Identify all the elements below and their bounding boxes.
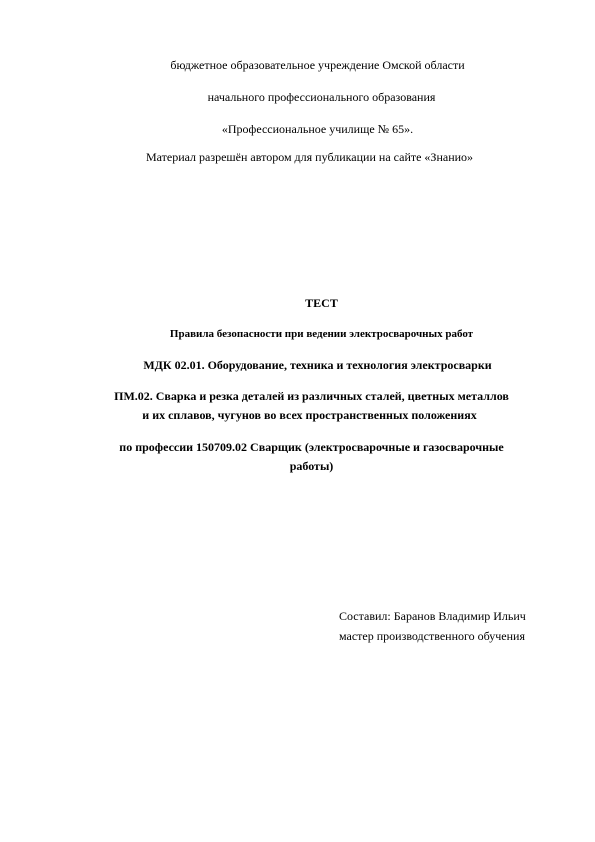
institution-line-2: начального профессионального образования [207, 90, 436, 104]
profession-line-2: работы) [289, 459, 334, 473]
author-name: Составил: Баранов Владимир Ильич [339, 609, 526, 623]
institution-line-1: бюджетное образовательное учреждение Омской области [170, 58, 465, 72]
author-position: мастер производственного обучения [339, 629, 525, 643]
institution-name: «Профессиональное училище № 65». [221, 122, 414, 136]
test-topic: Правила безопасности при ведении электросварочных работ [169, 328, 474, 340]
document-title: ТЕСТ [305, 296, 338, 310]
pm-line-2: и их сплавов, чугунов во всех пространственных положениях [142, 408, 477, 422]
pm-line-1: ПМ.02. Сварка и резка деталей из различных сталей, цветных металлов [114, 389, 509, 403]
publication-permission: Материал разрешён автором для публикации на сайте «Знанио» [145, 150, 474, 164]
profession-line-1: по профессии 150709.02 Сварщик (электросварочные и газосварочные [119, 440, 504, 454]
mdk-line: МДК 02.01. Оборудование, техника и технология электросварки [143, 358, 492, 372]
